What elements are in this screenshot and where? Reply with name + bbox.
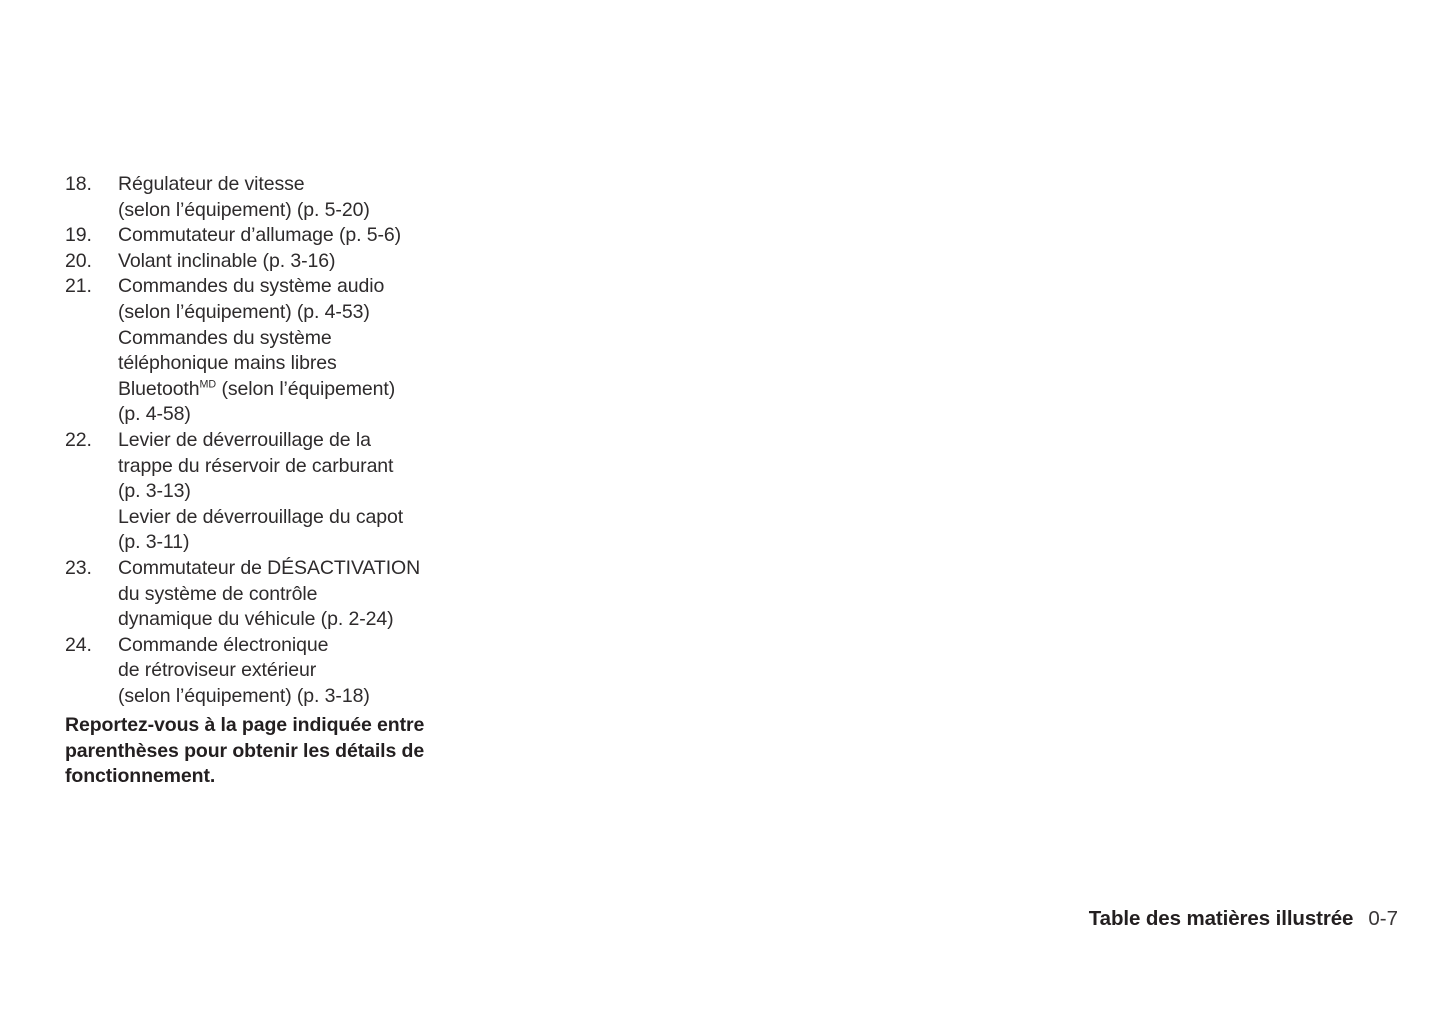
item-text-line: de rétroviseur extérieur (118, 659, 317, 682)
item-text-line: Volant inclinable (p. 3-16) (118, 249, 336, 272)
list-item (65, 633, 585, 710)
list-item (65, 223, 585, 249)
list-item (65, 274, 585, 428)
item-text-line: dynamique du véhicule (p. 2-24) (118, 608, 394, 631)
note-line: fonctionnement. (65, 765, 216, 788)
item-text (118, 633, 585, 710)
item-text (118, 274, 585, 428)
item-text-line: Commandes du système audio (118, 275, 385, 298)
note-line: parenthèses pour obtenir les détails de (65, 739, 425, 762)
item-text-line: (selon l’équipement) (p. 5-20) (118, 198, 370, 221)
item-number: 24. (65, 633, 92, 656)
footer-page-number: 0-7 (1368, 907, 1398, 930)
item-text-line: du système de contrôle (118, 582, 318, 605)
item-text (118, 428, 585, 556)
item-text-line: (selon l’équipement) (p. 3-18) (118, 684, 370, 707)
item-number: 22. (65, 428, 92, 451)
item-text-line: Commutateur de DÉSACTIVATION (118, 556, 421, 579)
item-text-line: Commutateur d’allumage (p. 5-6) (118, 224, 402, 247)
item-text-line: Levier de déverrouillage du capot (118, 505, 404, 528)
item-text-line: Levier de déverrouillage de la (118, 428, 371, 451)
item-number: 23. (65, 556, 92, 579)
text-segment: Bluetooth (118, 377, 200, 400)
list-item (65, 428, 585, 556)
item-text-line: (p. 3-11) (118, 531, 190, 554)
item-text (118, 172, 585, 223)
item-number: 20. (65, 249, 92, 272)
item-text-line: (p. 4-58) (118, 403, 191, 426)
item-text (118, 223, 585, 249)
item-text-line: Commande électronique (118, 633, 329, 656)
toc-list (65, 172, 585, 709)
item-text-line: Régulateur de vitesse (118, 173, 305, 195)
list-item (65, 249, 585, 275)
item-text-line: (p. 3-13) (118, 480, 191, 503)
item-text (118, 249, 585, 275)
item-text-line: Commandes du système (118, 326, 332, 349)
item-number: 21. (65, 275, 92, 298)
item-text-line (118, 377, 585, 403)
note-paragraph (65, 713, 585, 789)
item-number: 19. (65, 224, 92, 247)
item-text-line: trappe du réservoir de carburant (118, 454, 394, 477)
item-number: 18. (65, 173, 92, 195)
list-item (65, 172, 585, 223)
trademark-superscript: MD (199, 378, 217, 391)
illustrated-toc-content (65, 172, 585, 790)
text-segment: (selon l’équipement) (216, 377, 396, 400)
list-item (65, 556, 585, 633)
footer-section-title: Table des matières illustrée (1088, 907, 1354, 930)
item-text (118, 556, 585, 633)
note-line: Reportez-vous à la page indiquée entre (65, 714, 425, 737)
item-text-line: (selon l’équipement) (p. 4-53) (118, 300, 370, 323)
item-text-line: téléphonique mains libres (118, 352, 337, 375)
page-footer (1089, 906, 1398, 932)
